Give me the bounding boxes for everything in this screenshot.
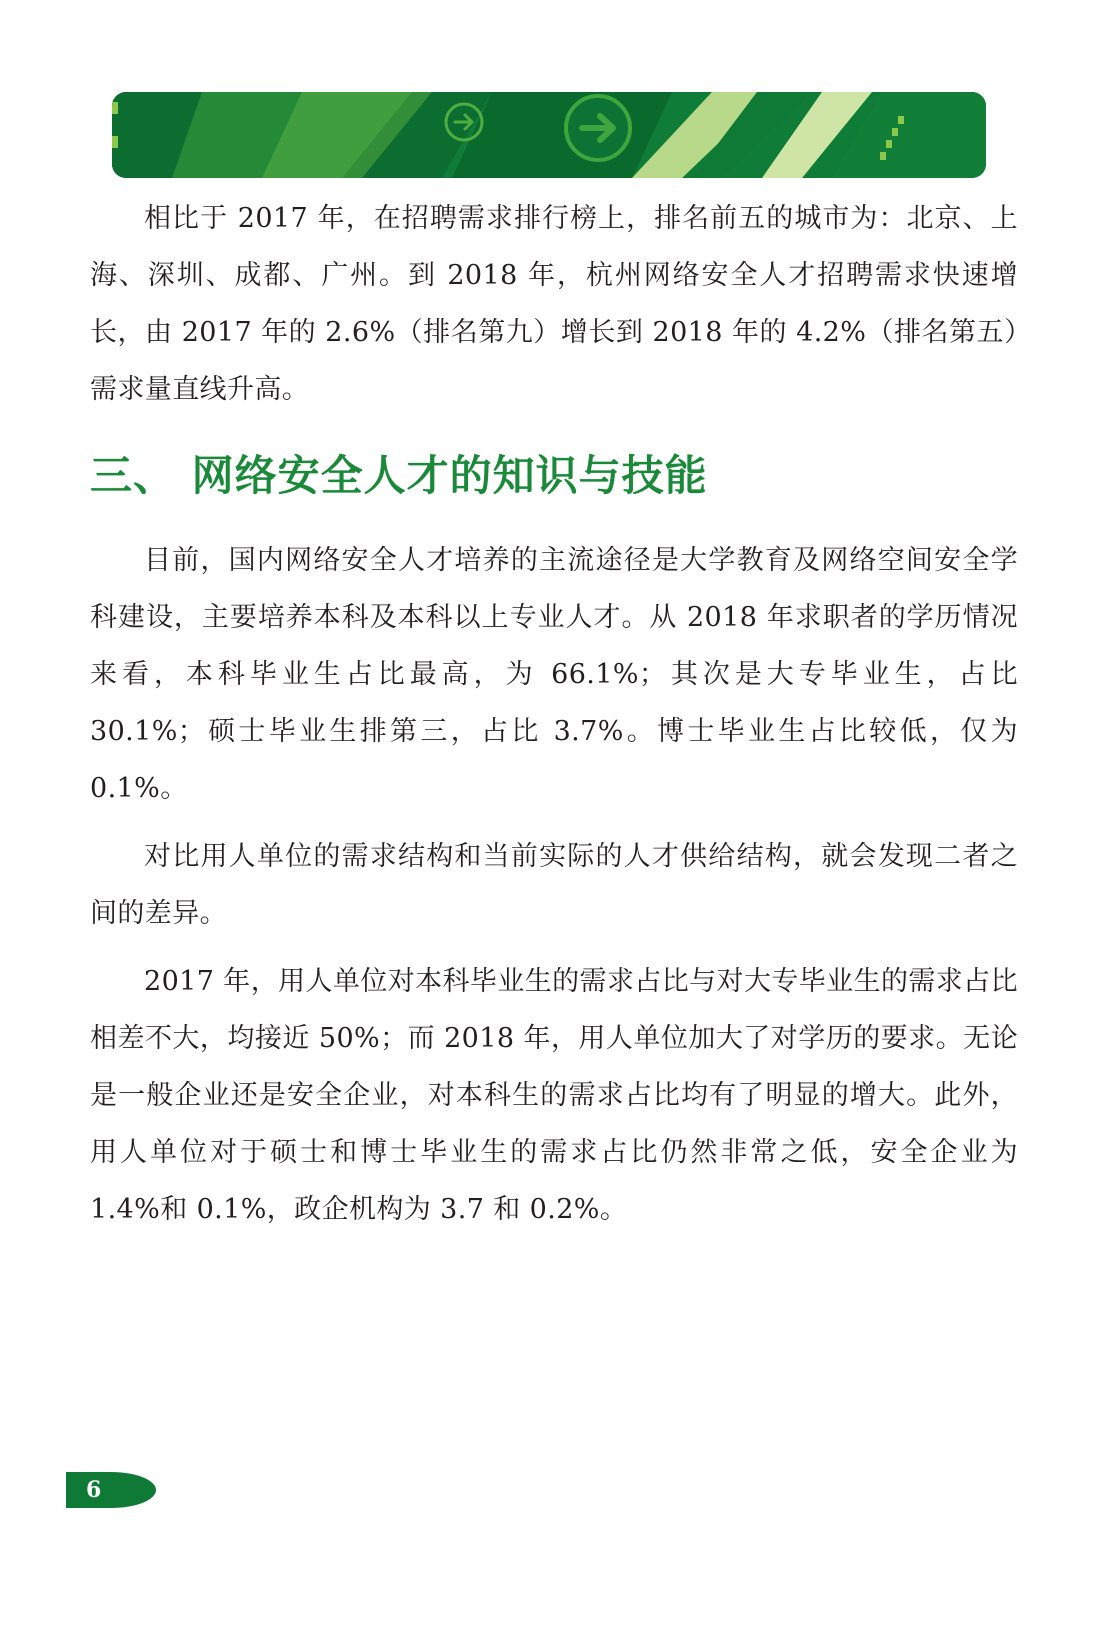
paragraph-education-background: 目前，国内网络安全人才培养的主流途径是大学教育及网络空间安全学科建设，主要培养本科及本科以上专业人才。从 2018 年求职者的学历情况来看，本科毕业生占比最高，为 66.1%；其次是大专毕业生，占比 30.1%；硕士毕业生排第三，占比 3.7%。博士毕业生占比较低，仅为 0.1%。 (90, 545, 1018, 804)
page-content (90, 190, 1018, 1238)
banner-graphic (112, 92, 986, 178)
section-title: 三、 网络安全人才的知识与技能 (90, 451, 708, 500)
paragraph-city-ranking: 相比于 2017 年，在招聘需求排行榜上，排名前五的城市为：北京、上海、深圳、成都、广州。到 2018 年，杭州网络安全人才招聘需求快速增长，由 2017 年的 2.6%（排名第九）增长到 2018 年的 4.2%（排名第五）需求量直线升高。 (90, 203, 1018, 405)
page-number-tab (66, 1472, 156, 1508)
right-arrow-circle-icon (566, 96, 630, 160)
page-number: 6 (86, 1477, 102, 1503)
paragraph-employer-demand: 2017 年，用人单位对本科毕业生的需求占比与对大专毕业生的需求占比相差不大，均接近 50%；而 2018 年，用人单位加大了对学历的要求。无论是一般企业还是安全企业，对本科生的需求占比均有了明显的增大。此外，用人单位对于硕士和博士毕业生的需求占比仍然非常之低，安全企业为 1.4%和 0.1%，政企机构为 3.7 和 0.2%。 (90, 966, 1018, 1225)
paragraph-structure-comparison: 对比用人单位的需求结构和当前实际的人才供给结构，就会发现二者之间的差异。 (90, 841, 1018, 929)
header-banner (112, 92, 986, 178)
